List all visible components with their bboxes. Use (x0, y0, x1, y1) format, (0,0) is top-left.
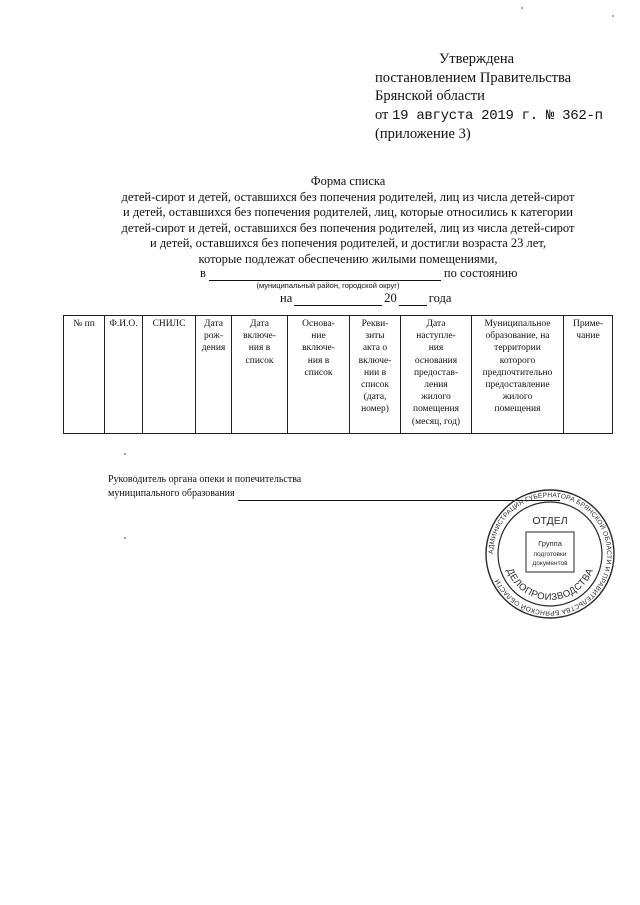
location-blank (209, 268, 441, 281)
stamp-inner-line-2: подготовки (533, 551, 567, 558)
signature-line-1: Руководитель органа опеки и попечительства (108, 474, 302, 485)
approval-appendix: (приложение 3) (375, 126, 471, 142)
approval-block (375, 50, 625, 144)
approval-date (375, 106, 625, 126)
col-municipality: Муниципальное образование, на территории которого предпочтительно предоставление жилого помещения (472, 316, 564, 434)
form-title (108, 174, 588, 267)
location-note: (муниципальный район, городской округ) (256, 281, 400, 290)
scan-dot (521, 7, 523, 9)
col-snils: СНИЛС (143, 316, 196, 434)
approval-date-prefix: от (375, 106, 393, 123)
scan-dot (124, 453, 126, 455)
date-row (280, 291, 451, 306)
form-title-line-4: детей-сирот и детей, оставшихся без попечения родителей, лиц из числа детей-сирот (121, 220, 575, 235)
location-suffix: по состоянию (443, 266, 518, 280)
date-year-blank (399, 293, 427, 306)
approval-resolution: постановлением Правительства (375, 69, 572, 86)
form-title-line-2: детей-сирот и детей, оставшихся без попечения родителей, лиц из числа детей-сирот (121, 189, 575, 204)
stamp-ring-text: АДМИНИСТРАЦИЯ ГУБЕРНАТОРА БРЯНСКОЙ ОБЛАСТИ И ПРАВИТЕЛЬСТВА БРЯНСКОЙ ОБЛАСТИ (487, 491, 613, 617)
approval-region: Брянской области (375, 88, 485, 104)
form-title-line-5: и детей, оставшихся без попечения родителей, и достигли возраста 23 лет, (150, 236, 546, 250)
form-title-line-6: которые подлежат обеспечению жилыми помещениями, (198, 251, 498, 266)
stamp-dept-top: ОТДЕЛ (532, 515, 568, 527)
col-inclusion-date: Дата включе- ния в список (232, 316, 288, 434)
date-day-month-blank (294, 293, 382, 306)
col-inclusion-basis: Основа- ние включе- ния в список (288, 316, 350, 434)
table-header-row (64, 316, 613, 434)
location-row (200, 266, 530, 281)
scan-dot (124, 537, 126, 539)
stamp-inner-line-1: Группа (538, 539, 562, 548)
date-prefix: на (280, 291, 293, 305)
date-year-prefix: 20 (384, 291, 397, 305)
stamp-dept-arc: ДЕЛОПРОИЗВОДСТВА (504, 566, 596, 604)
col-fio: Ф.И.О. (105, 316, 143, 434)
col-note: Приме- чание (564, 316, 613, 434)
approval-title: Утверждена (439, 51, 515, 67)
stamp-inner-line-3: документов (532, 560, 568, 567)
date-suffix: года (428, 291, 452, 305)
col-birth-date: Дата рож- дения (196, 316, 232, 434)
form-title-line-3: и детей, оставшихся без попечения родителей, лиц, которые относились к категории (123, 205, 573, 219)
col-housing-date: Дата наступле- ния основания предостав- ления жилого помещения (месяц, год) (401, 316, 472, 434)
col-number: № пп (64, 316, 105, 434)
list-table (63, 315, 613, 434)
location-prefix: в (200, 266, 206, 280)
scan-dot (612, 15, 614, 17)
signature-label: муниципального образования (108, 488, 235, 499)
col-act-details: Рекви- зиты акта о включе- нии в список (дата, номер) (350, 316, 401, 434)
form-title-line-1: Форма списка (310, 174, 386, 188)
department-stamp (484, 488, 616, 620)
approval-date-typed: 19 августа 2019 г. № 362-п (392, 107, 603, 124)
